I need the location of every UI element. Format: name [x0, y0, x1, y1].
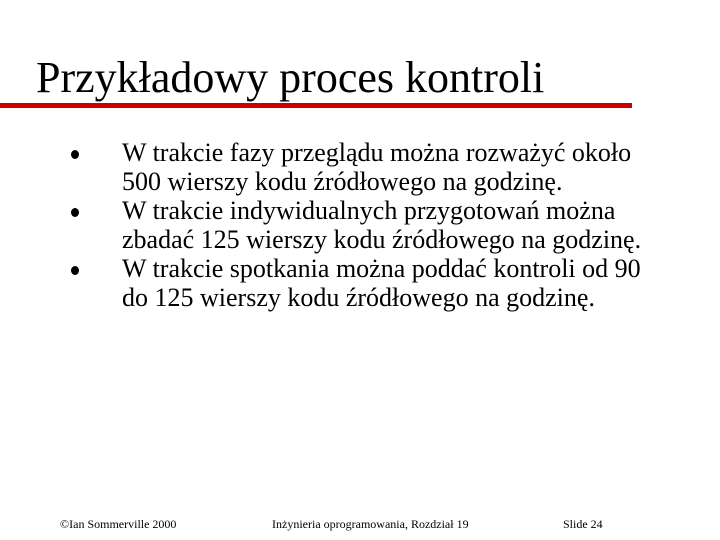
bullet-list: [0, 138, 720, 312]
bullet-text-line: W trakcie fazy przeglądu można rozważyć około: [122, 138, 632, 167]
footer-copyright: ©Ian Sommerville 2000: [60, 517, 177, 531]
footer-course-title: Inżynieria oprogramowania, Rozdział 19: [272, 517, 469, 531]
bullet-item: [0, 196, 720, 254]
bullet-dot-icon: [71, 266, 79, 275]
slide-title: Przykładowy proces kontroli: [36, 53, 545, 102]
bullet-text-line: 500 wierszy kodu źródłowego na godzinę.: [122, 167, 563, 196]
bullet-dot-icon: [71, 208, 79, 217]
title-underline: [0, 103, 632, 108]
footer-slide-number: Slide 24: [563, 517, 603, 531]
bullet-item: [0, 254, 720, 312]
bullet-text-line: W trakcie indywidualnych przygotowań można: [122, 196, 616, 225]
bullet-dot-icon: [71, 150, 79, 159]
bullet-text-line: W trakcie spotkania można poddać kontroli od 90: [122, 254, 641, 283]
bullet-text-line: do 125 wierszy kodu źródłowego na godzinę.: [122, 283, 595, 312]
bullet-text-line: zbadać 125 wierszy kodu źródłowego na godzinę.: [122, 225, 642, 254]
bullet-item: [0, 138, 720, 196]
